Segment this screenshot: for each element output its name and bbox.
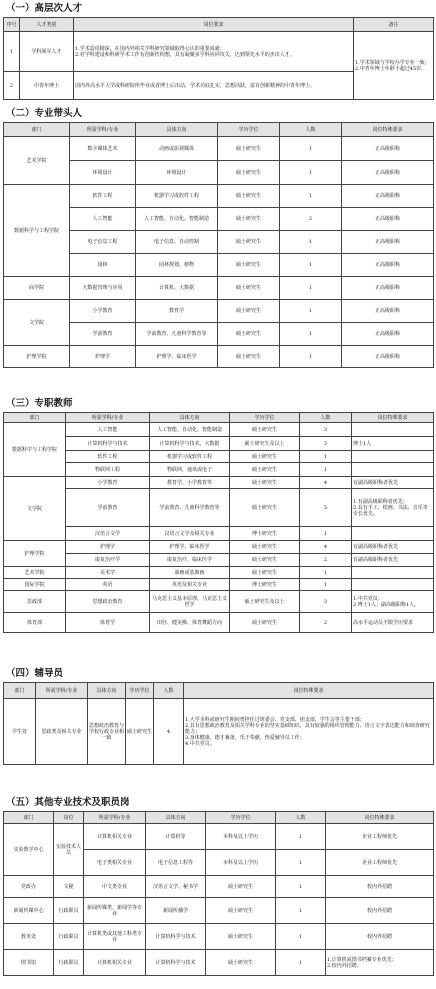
cell-degree: 硕士研究生 [230, 541, 300, 554]
cell-count: 3 [300, 423, 352, 437]
cell-count: 1 [276, 950, 326, 976]
cell-major: 体育学 [66, 613, 150, 633]
cell-no: 1 [4, 32, 20, 72]
cell-direction: 人工智能、自动化、智能制造 [150, 423, 230, 437]
section-high-level-talent [3, 3, 433, 100]
cell-degree: 硕士研究生 [206, 950, 276, 976]
header-cell: 岗位 [54, 812, 84, 824]
table-counselors [3, 682, 434, 765]
cell-special: 校内外招聘 [326, 924, 434, 950]
cell-count: 1 [300, 579, 352, 591]
cell-special: 正高级职称 [342, 137, 434, 161]
cell-degree: 硕士研究生 [218, 323, 280, 346]
cell-major: 环境设计 [70, 161, 136, 185]
table-row [4, 137, 434, 161]
cell-degree: 硕士研究生 [218, 231, 280, 254]
header-cell: 具体方向 [88, 683, 126, 699]
cell-dept: 教务处 [4, 924, 54, 950]
cell-count: 5 [300, 489, 352, 527]
cell-degree: 硕士研究生及以上 [230, 591, 300, 613]
header-cell: 部门 [4, 123, 70, 137]
cell-special [352, 527, 434, 541]
cell-major: 人工智能 [70, 208, 136, 231]
table-row [4, 950, 434, 976]
cell-count: 1 [280, 346, 342, 368]
cell-direction: 计算机科学与技术、大数据 [150, 437, 230, 451]
cell-count: 2 [300, 613, 352, 633]
cell-dept: 数据科学与工程学院 [4, 185, 70, 277]
table-row [4, 185, 434, 208]
cell-special: 高水平运动员不限学历要求 [352, 613, 434, 633]
cell-degree: 硕士研究生 [218, 137, 280, 161]
cell-major: 园林 [70, 254, 136, 277]
cell-major: 思想政治教育 [66, 591, 150, 613]
cell-direction: 思想政治教育与学校行政专业相一致 [88, 699, 126, 765]
cell-count: 3 [300, 437, 352, 451]
header-cell: 所需学科/专业 [84, 812, 146, 824]
cell-dept: 护理学院 [4, 346, 70, 368]
cell-dept: 学生处 [4, 699, 36, 765]
table-high-level-talent [3, 17, 434, 100]
header-cell: 所需学科/专业 [36, 683, 88, 699]
cell-no: 2 [4, 72, 20, 100]
cell-special: 1.中共党员； 2.博士1人；副高级职称1人。 [352, 591, 434, 613]
header-cell: 岗位要求 [74, 18, 354, 32]
cell-degree: 硕士研究生 [230, 423, 300, 437]
cell-special: 校内外招聘 [326, 898, 434, 924]
table-row [4, 591, 434, 613]
table-row [4, 567, 434, 579]
header-cell: 学历学位 [230, 413, 300, 423]
cell-count: 4 [300, 541, 352, 554]
table-other-staff [3, 811, 434, 976]
header-cell: 具体方向 [146, 812, 206, 824]
cell-count: 1 [280, 161, 342, 185]
cell-degree: 硕士研究生 [218, 254, 280, 277]
table-row [4, 579, 434, 591]
cell-direction: 康复治疗、临床医学 [150, 554, 230, 567]
cell-special: 正高级职称 [342, 300, 434, 323]
cell-major: 护理学 [66, 541, 150, 554]
section-counselors [3, 668, 433, 765]
cell-post: 行政职员 [54, 950, 84, 976]
table-row [4, 527, 434, 541]
cell-degree: 硕士研究生 [218, 161, 280, 185]
header-cell: 部门 [4, 683, 36, 699]
cell-direction: 教育学 [136, 300, 218, 323]
cell-post: 文秘 [54, 876, 84, 898]
cell-dept: 数据科学与工程学院 [4, 423, 66, 477]
cell-major: 计算机相关专业 [84, 824, 146, 850]
cell-dept: 党政办 [4, 876, 54, 898]
cell-special: 正高级职称 [342, 208, 434, 231]
table-row [4, 346, 434, 368]
cell-direction: 学前教育、儿童科学教育等 [136, 323, 218, 346]
cell-major: 数字媒体艺术 [70, 137, 136, 161]
header-cell: 部门 [4, 413, 66, 423]
section-discipline-leaders [3, 108, 433, 368]
cell-degree: 硕士研究生及以上 [230, 437, 300, 451]
cell-count: 1 [280, 137, 342, 161]
table-row [4, 924, 434, 950]
cell-degree: 博士研究生 [230, 527, 300, 541]
cell-direction: 油画或装饰画 [150, 567, 230, 579]
cell-special: 有副高级职称者优先 [352, 477, 434, 489]
section-other-staff [3, 797, 433, 976]
cell-special: 校内外招聘 [326, 876, 434, 898]
cell-special: 1.大学本科或研究生期间曾担任过班委会、党支部、团支部、学生会等主要干部； 2.具有思想政治教育及相关学科专业的坚实基础知识，具有较强的组织管理能力、语言文字表达能力和调查研究能力； 3.身体健康，德才兼备，乐于奉献，热爱辅导员工作； 4.中共党员。 [184, 699, 434, 765]
cell-count: 1 [280, 254, 342, 277]
table-row [4, 699, 434, 765]
cell-count: 1 [300, 567, 352, 579]
section-full-time-teachers [3, 398, 433, 633]
header-cell: 具体方向 [136, 123, 218, 137]
header-cell: 备注 [354, 18, 434, 32]
cell-dept: 体育部 [4, 613, 66, 633]
header-cell: 序号 [4, 18, 20, 32]
cell-degree: 硕士研究生 [218, 208, 280, 231]
cell-major: 计算机科学与技术 [66, 437, 150, 451]
header-cell: 人数 [280, 123, 342, 137]
table-discipline-leaders [3, 122, 434, 368]
cell-major: 计算机类或其他工科类专业 [84, 924, 146, 950]
cell-direction: 新闻传播学 [146, 898, 206, 924]
cell-degree: 硕士研究生 [206, 898, 276, 924]
cell-dept: 护理学院 [4, 541, 66, 567]
cell-degree: 硕士研究生 [126, 699, 154, 765]
cell-special [352, 451, 434, 463]
cell-direction: 电子信息、自动控制 [136, 231, 218, 254]
cell-major: 护理学 [70, 346, 136, 368]
cell-special: 有副高级职称者优先 [352, 541, 434, 554]
header-cell: 学历学位 [126, 683, 154, 699]
cell-degree: 硕士研究生 [206, 876, 276, 898]
cell-count: 1 [300, 451, 352, 463]
header-cell: 人数 [276, 812, 326, 824]
cell-direction: 马克思主义基本原理、马克思主义哲学 [150, 591, 230, 613]
cell-dept: 实验教学中心 [4, 824, 54, 876]
cell-special [352, 423, 434, 437]
cell-note: 1.学术领域与学校办学专业一致； 2.中青年博士年龄不超过45岁。 [354, 32, 434, 100]
cell-special: 正高级职称 [342, 231, 434, 254]
cell-major: 学前教育 [70, 323, 136, 346]
cell-direction: 机器学习或软件工程 [150, 451, 230, 463]
cell-special: 企业工程师优先 [326, 850, 434, 876]
cell-count: 1 [280, 323, 342, 346]
cell-degree: 本科及以上学历 [206, 824, 276, 850]
header-cell: 所需学科/专业 [70, 123, 136, 137]
section-title: （三）专职教师 [6, 398, 73, 409]
cell-special: 正高级职称 [342, 277, 434, 300]
cell-degree: 博士研究生 [230, 579, 300, 591]
cell-special: 正高级职称 [342, 323, 434, 346]
cell-special: 1.有副高级职称者优先； 2.具有手工、绘画、书法、音乐等专长优先。 [352, 489, 434, 527]
cell-special: 1.计算机或图书档案专业优先； 2.校内外招聘。 [326, 950, 434, 976]
header-cell: 岗位特殊要求 [352, 413, 434, 423]
table-row [4, 477, 434, 489]
cell-count: 3 [300, 591, 352, 613]
cell-degree: 硕士研究生 [230, 463, 300, 477]
cell-special: 企业工程师优先 [326, 824, 434, 850]
header-cell: 人才类别 [20, 18, 74, 32]
table-row [4, 300, 434, 323]
cell-dept: 商学院 [4, 277, 70, 300]
cell-dept: 图书馆 [4, 950, 54, 976]
cell-major: 小学教育 [66, 477, 150, 489]
cell-count: 1 [280, 185, 342, 208]
cell-degree: 硕士研究生 [218, 185, 280, 208]
cell-direction: 学前教育、儿童科学教育等 [150, 489, 230, 527]
cell-direction: 电子信息工程等 [146, 850, 206, 876]
table-row [4, 824, 434, 850]
cell-type: 中青年博士 [20, 72, 74, 100]
cell-direction: 英语及相关专业 [150, 579, 230, 591]
cell-post: 行政职员 [54, 898, 84, 924]
cell-direction: 计算机等 [146, 824, 206, 850]
cell-direction: 汉语言文学及相关专业 [150, 527, 230, 541]
cell-direction: 园林规划、植物 [136, 254, 218, 277]
table-row [4, 32, 434, 72]
cell-dept: 文学院 [4, 477, 66, 541]
cell-major: 美术学 [66, 567, 150, 579]
table-full-time-teachers [3, 412, 434, 633]
cell-dept: 国际学院 [4, 579, 66, 591]
cell-direction: 田径、健美操、体育舞蹈方向 [150, 613, 230, 633]
cell-major: 软件工程 [66, 451, 150, 463]
cell-dept: 文学院 [4, 300, 70, 346]
cell-major: 新闻传媒类、新闻学等专业 [84, 898, 146, 924]
cell-count: 1 [276, 850, 326, 876]
cell-direction: 物联网、通讯或电子 [150, 463, 230, 477]
cell-degree: 硕士研究生 [230, 554, 300, 567]
cell-count: 2 [300, 554, 352, 567]
header-cell: 部门 [4, 812, 54, 824]
table-row [4, 613, 434, 633]
cell-degree: 硕士研究生 [230, 567, 300, 579]
cell-count: 1 [280, 231, 342, 254]
cell-count: 4 [300, 477, 352, 489]
cell-major: 汉语言文学 [66, 527, 150, 541]
cell-dept: 新闻传媒中心 [4, 898, 54, 924]
header-cell: 人数 [154, 683, 184, 699]
cell-requirement: 国内外高水平大学或科研院所毕业或者博士后出站，学术功底扎实，思想活跃，富有创新精神的中青年博士。 [74, 72, 354, 100]
section-title: （四）辅导员 [6, 668, 64, 679]
cell-degree: 硕士研究生 [230, 477, 300, 489]
cell-special [352, 567, 434, 579]
cell-count: 1 [280, 277, 342, 300]
cell-post: 实验技术人员 [54, 824, 84, 876]
cell-special [352, 579, 434, 591]
cell-direction: 计算机科学与技术 [146, 924, 206, 950]
cell-post: 行政职员 [54, 924, 84, 950]
header-cell: 学历学位 [218, 123, 280, 137]
table-row [4, 541, 434, 554]
header-cell: 岗位特殊要求 [342, 123, 434, 137]
cell-degree: 硕士研究生 [230, 613, 300, 633]
cell-count: 4 [154, 699, 184, 765]
cell-direction: 计算机、大数据 [136, 277, 218, 300]
cell-major: 学前教育 [66, 489, 150, 527]
section-title: （五）其他专业技术及职员岗 [6, 797, 130, 808]
cell-direction: 动画或影视媒体 [136, 137, 218, 161]
table-row [4, 489, 434, 527]
table-row [4, 277, 434, 300]
section-title: （二）专业带头人 [6, 108, 83, 119]
cell-direction: 教育学、小学教育等 [150, 477, 230, 489]
table-row [4, 876, 434, 898]
cell-degree: 本科及以上学历 [206, 850, 276, 876]
cell-major: 大数据管理与应用 [70, 277, 136, 300]
cell-direction: 护理学、临床医学 [136, 346, 218, 368]
cell-type: 学科领军人才 [20, 32, 74, 72]
table-row [4, 898, 434, 924]
cell-count: 1 [276, 824, 326, 850]
header-cell: 学历学位 [206, 812, 276, 824]
cell-count: 1 [300, 463, 352, 477]
cell-major: 电子类相关专业 [84, 850, 146, 876]
cell-degree: 硕士研究生 [230, 489, 300, 527]
cell-special: 正高级职称 [342, 161, 434, 185]
cell-degree: 硕士研究生 [218, 277, 280, 300]
cell-major: 物联网工程 [66, 463, 150, 477]
table-row [4, 451, 434, 463]
header-cell: 所需学科/专业 [66, 413, 150, 423]
cell-major: 计算机相关专业 [84, 950, 146, 976]
section-title: （一）高层次人才 [6, 3, 83, 14]
cell-major: 小学教育 [70, 300, 136, 323]
cell-special: 有副高级职称者优先 [352, 554, 434, 567]
cell-major: 人工智能 [66, 423, 150, 437]
cell-major: 电子信息工程 [70, 231, 136, 254]
table-row [4, 554, 434, 567]
cell-direction: 人工智能、自动化、智能制造 [136, 208, 218, 231]
table-row [4, 423, 434, 437]
table-row [4, 463, 434, 477]
cell-degree: 硕士研究生 [206, 924, 276, 950]
cell-major: 中文类专业 [84, 876, 146, 898]
cell-dept: 思政部 [4, 591, 66, 613]
cell-requirement: 1.学术造诣精深，在国内外相关学科研究领域取得公认的重要成就； 2.对学科建设和科研学术工作有创新性构想，具有凝聚多学科协同攻关，达到领先水平的杰出人才。 [74, 32, 354, 72]
header-cell: 岗位特殊要求 [184, 683, 434, 699]
header-cell: 岗位特殊要求 [326, 812, 434, 824]
cell-direction: 环境设计 [136, 161, 218, 185]
cell-dept: 艺术学院 [4, 567, 66, 579]
cell-degree: 硕士研究生 [218, 346, 280, 368]
cell-direction: 计算机科学与技术 [146, 950, 206, 976]
table-row [4, 437, 434, 451]
header-cell: 人数 [300, 413, 352, 423]
cell-count: 1 [280, 300, 342, 323]
cell-special: 正高级职称 [342, 254, 434, 277]
cell-direction: 汉语言文学、秘书学 [146, 876, 206, 898]
header-cell: 具体方向 [150, 413, 230, 423]
cell-dept: 艺术学院 [4, 137, 70, 185]
cell-major: 软件工程 [70, 185, 136, 208]
cell-count: 1 [276, 876, 326, 898]
cell-major: 思政类及相关专业 [36, 699, 88, 765]
cell-count: 2 [280, 208, 342, 231]
cell-count: 1 [276, 898, 326, 924]
cell-special: 博士1人 [352, 437, 434, 451]
cell-degree: 硕士研究生 [230, 451, 300, 463]
cell-major: 康复治疗学 [66, 554, 150, 567]
cell-direction: 护理学、临床医学 [150, 541, 230, 554]
cell-direction: 机器学习或软件工程 [136, 185, 218, 208]
cell-degree: 硕士研究生 [218, 300, 280, 323]
cell-special: 正高级职称 [342, 346, 434, 368]
cell-major: 英语 [66, 579, 150, 591]
cell-count: 1 [276, 924, 326, 950]
cell-count: 1 [300, 527, 352, 541]
cell-special [352, 463, 434, 477]
cell-special: 正高级职称 [342, 185, 434, 208]
